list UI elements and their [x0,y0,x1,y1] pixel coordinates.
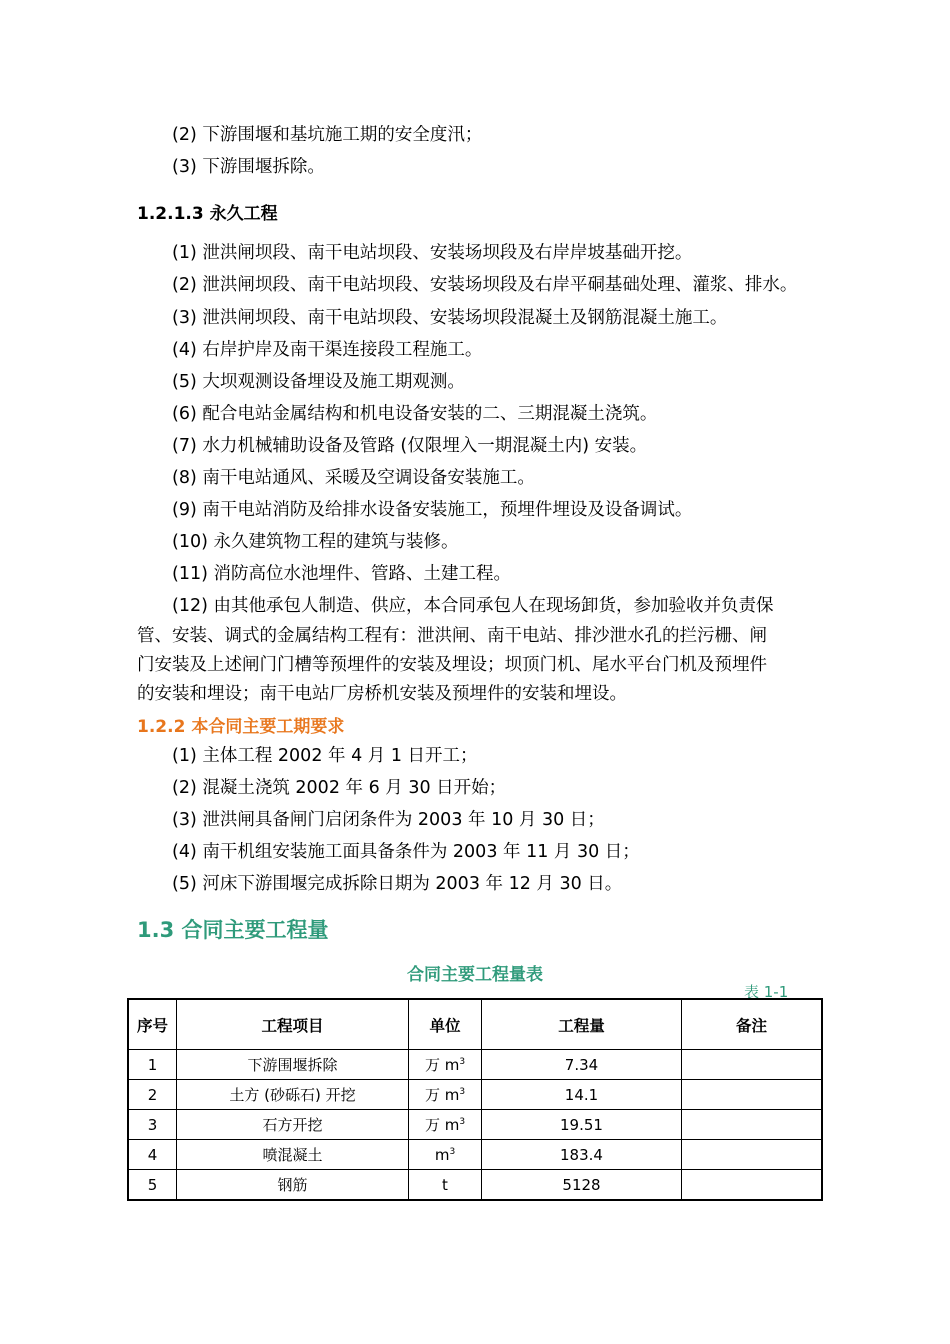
list-item: (5) 河床下游围堰完成拆除日期为 2003 年 12 月 30 日。 [172,874,623,894]
list-item: (9) 南干电站消防及给排水设备安装施工，预埋件埋设及设备调试。 [172,500,693,520]
section-heading-122: 1.2.2 本合同主要工期要求 [137,717,345,737]
table-row [128,1110,822,1140]
list-item: (3) 泄洪闸坝段、南干电站坝段、安装场坝段混凝土及钢筋混凝土施工。 [172,308,728,328]
cell-unit [409,1080,482,1110]
cell-note [682,1170,823,1201]
cell-item: 石方开挖 [177,1110,409,1140]
list-item: (6) 配合电站金属结构和机电设备安装的二、三期混凝土浇筑。 [172,404,658,424]
table-row [128,1170,822,1201]
list-item: (2) 泄洪闸坝段、南干电站坝段、安装场坝段及右岸平硐基础处理、灌浆、排水。 [172,275,798,295]
section-heading-13: 1.3 合同主要工程量 [137,918,329,942]
header-note: 备注 [682,999,823,1050]
unit-text: t [442,1175,448,1194]
header-no: 序号 [128,999,177,1050]
quantity-table [127,998,823,1201]
cell-item: 喷混凝土 [177,1140,409,1170]
table-number: 表 1-1 [744,983,789,1001]
list-item: (1) 泄洪闸坝段、南干电站坝段、安装场坝段及右岸岸坡基础开挖。 [172,243,693,263]
list-item: (3) 泄洪闸具备闸门启闭条件为 2003 年 10 月 30 日； [172,810,605,830]
cell-note [682,1110,823,1140]
unit-text: 万 m [424,1086,460,1104]
cell-item: 钢筋 [177,1170,409,1201]
list-item: (11) 消防高位水池埋件、管路、土建工程。 [172,564,511,584]
unit-superscript: 3 [459,1087,466,1097]
list-item: (7) 水力机械辅助设备及管路 (仅限埋入一期混凝土内) 安装。 [172,436,648,456]
cell-unit [409,1140,482,1170]
list-item: (4) 右岸护岸及南干渠连接段工程施工。 [172,340,483,360]
unit-text: m [434,1145,450,1164]
cell-note [682,1080,823,1110]
paragraph-line: 的安装和埋设；南干电站厂房桥机安装及预埋件的安装和埋设。 [137,684,627,704]
unit-superscript: 3 [449,1146,456,1157]
unit-superscript: 3 [459,1117,466,1127]
cell-quantity: 5128 [482,1170,682,1201]
paragraph-line: (12) 由其他承包人制造、供应，本合同承包人在现场卸货，参加验收并负责保 [172,596,774,616]
paragraph-line: 管、安装、调式的金属结构工程有：泄洪闸、南干电站、排沙泄水孔的拦污栅、闸 [137,626,767,646]
table-row [128,1050,822,1080]
cell-quantity: 19.51 [482,1110,682,1140]
cell-quantity: 183.4 [482,1140,682,1170]
cell-quantity: 7.34 [482,1050,682,1080]
list-item: (5) 大坝观测设备埋设及施工期观测。 [172,372,465,392]
cell-unit [409,1050,482,1080]
cell-unit [409,1170,482,1201]
unit-text: 万 m [424,1056,460,1074]
list-item: (10) 永久建筑物工程的建筑与装修。 [172,532,459,552]
cell-note [682,1140,823,1170]
cell-no: 5 [128,1170,177,1201]
header-item: 工程项目 [177,999,409,1050]
table-caption: 合同主要工程量表 [407,965,543,985]
cell-no: 1 [128,1050,177,1080]
list-item: (8) 南干电站通风、采暖及空调设备安装施工。 [172,468,535,488]
unit-text: 万 m [424,1116,460,1134]
section-heading-1213: 1.2.1.3 永久工程 [137,204,278,224]
cell-no: 2 [128,1080,177,1110]
table-row [128,1140,822,1170]
cell-unit [409,1110,482,1140]
cell-no: 4 [128,1140,177,1170]
table-row [128,1080,822,1110]
list-item: (3) 下游围堰拆除。 [172,157,325,177]
list-item: (2) 混凝土浇筑 2002 年 6 月 30 日开始； [172,778,507,798]
header-unit: 单位 [409,999,482,1050]
cell-no: 3 [128,1110,177,1140]
cell-quantity: 14.1 [482,1080,682,1110]
list-item: (1) 主体工程 2002 年 4 月 1 日开工； [172,746,478,766]
header-quantity: 工程量 [482,999,682,1050]
cell-note [682,1050,823,1080]
cell-item: 土方 (砂砾石) 开挖 [177,1080,409,1110]
list-item: (2) 下游围堰和基坑施工期的安全度汛； [172,125,483,145]
unit-superscript: 3 [459,1057,466,1067]
list-item: (4) 南干机组安装施工面具备条件为 2003 年 11 月 30 日； [172,842,640,862]
cell-item: 下游围堰拆除 [177,1050,409,1080]
paragraph-line: 门安装及上述闸门门槽等预埋件的安装及埋设；坝顶门机、尾水平台门机及预埋件 [137,655,767,675]
table-header-row [128,999,822,1050]
